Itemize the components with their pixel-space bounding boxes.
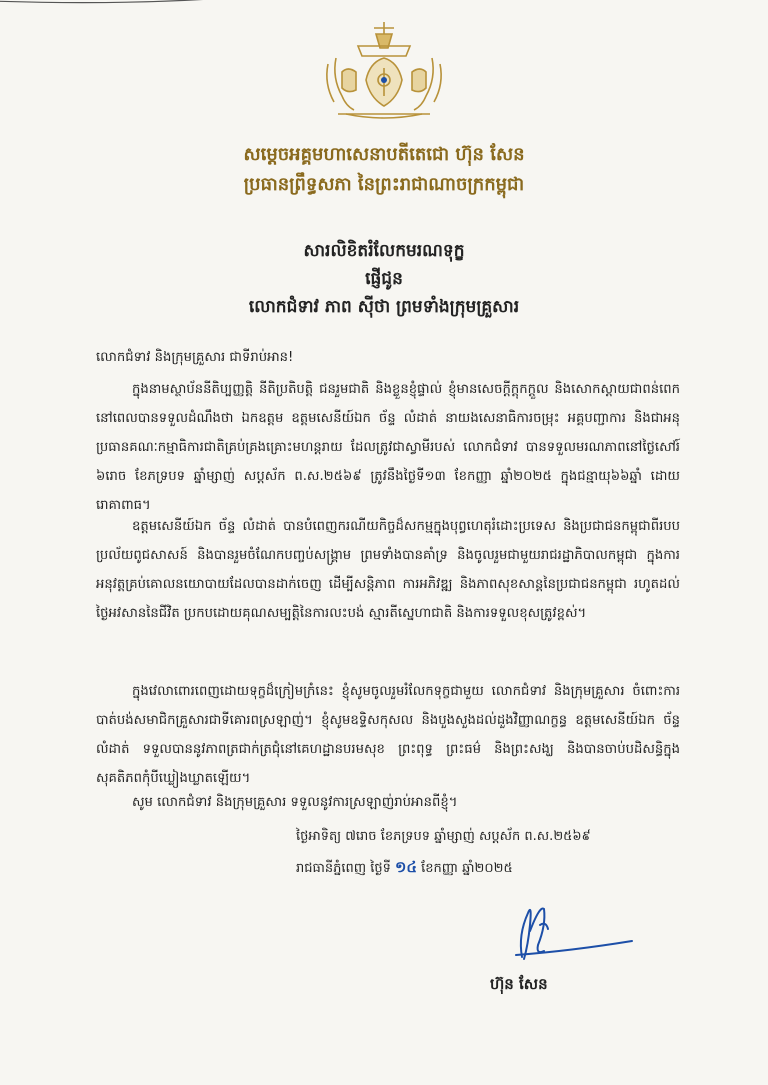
letter-subtitle: ផ្ញើជូន — [365, 269, 403, 289]
closing-line: សូម លោកជំទាវ និងក្រុមគ្រួសារ ទទួលនូវការស្រឡាញ់រាប់អានពីខ្ញុំ។ — [132, 795, 458, 810]
letter-recipient: លោកជំទាវ ភាព ស៊ីថា ព្រមទាំងក្រុមគ្រួសារ — [248, 297, 520, 317]
sender-title: ប្រធានព្រឹទ្ធសភា នៃព្រះរាជាណាចក្រកម្ពុជា — [243, 174, 525, 195]
sender-name: សម្ដេចអគ្គមហាសេនាបតីតេជោ ហ៊ុន សែន — [243, 144, 525, 165]
royal-coat-of-arms-icon — [318, 18, 450, 128]
page-edge-mark — [0, 0, 220, 9]
lunar-date: ថ្ងៃអាទិត្យ ៧រោច ខែភទ្របទ ឆ្នាំម្សាញ់ សប្ដស័ក ព.ស.២៥៦៩ — [296, 829, 591, 844]
letter-title: សារលិខិតរំលែកមរណទុក្ខ — [303, 241, 465, 261]
solar-date — [296, 858, 696, 880]
solar-date-prefix: រាជធានីភ្នំពេញ ថ្ងៃទី — [296, 861, 391, 876]
signer-name: ហ៊ុន សែន — [490, 975, 548, 993]
solar-date-day: ១៤ — [395, 858, 418, 876]
paragraph-1: ក្នុងនាមស្ថាប័ននីតិប្បញ្ញត្តិ នីតិប្រតិបត្តិ ជនរួមជាតិ និងខ្លួនខ្ញុំផ្ទាល់ ខ្ញុំមានសេចក្ដីក្ដុកក្ដួល និងសោកស្ដាយជាពន់ពេក នៅពេលបានទទួលដំណឹងថា ឯកឧត្តម ឧត្តមសេនីយ៍ឯក ច័ន្ទ លំដាត់ នាយងសេនាធិការចម្រុះ អគ្គបញ្ជាការ និងជាអនុប្រធានគណៈកម្មាធិការជាតិគ្រប់គ្រងគ្រោះមហន្តរាយ ដែលត្រូវជាស្វាមីរបស់ លោកជំទាវ បានទទួលមរណភាពនៅថ្ងៃសៅរ៍ ៦រោច ខែភទ្របទ ឆ្នាំម្សាញ់ សប្ដស័ក ព.ស.២៥៦៩ ត្រូវនឹងថ្ងៃទី១៣ ខែកញ្ញា ឆ្នាំ២០២៥ ក្នុងជន្មាយុ៦៦ឆ្នាំ ដោយរោគាពាធ។ — [96, 382, 680, 513]
salutation: លោកជំទាវ និងក្រុមគ្រួសារ ជាទីរាប់អាន! — [96, 350, 294, 365]
solar-date-suffix: ខែកញ្ញា ឆ្នាំ២០២៥ — [421, 861, 513, 876]
paragraph-3: ក្នុងវេលាពោរពេញដោយទុក្ខដ៏ក្រៀមក្រំនេះ ខ្ញុំសូមចូលរួមរំលែកទុក្ខជាមួយ លោកជំទាវ និងក្រុមគ្រួសារ ចំពោះការបាត់បង់សមាជិកគ្រួសារជាទីគោរពស្រឡាញ់។ ខ្ញុំសូមឧទ្ទិសកុសល និងបួងសួងដល់ដួងវិញ្ញាណក្ខន្ធ ឧត្តមសេនីយ៍ឯក ច័ន្ទ លំដាត់ ទទួលបាននូវភាពត្រជាក់ត្រជុំនៅគេហដ្ឋានបរមសុខ ព្រះពុទ្ធ ព្រះធម៌ និងព្រះសង្ឃ និងបានចាប់បដិសន្ធិក្នុងសុគតិភពកុំបីឃ្លៀងឃ្លាតឡើយ។ — [96, 684, 680, 786]
handwritten-signature-icon — [500, 895, 640, 965]
paragraph-2: ឧត្តមសេនីយ៍ឯក ច័ន្ទ លំដាត់ បានបំពេញករណីយកិច្ចដ៏សកម្មក្នុងបុព្វហេតុរំដោះប្រទេស និងប្រជាជនកម្ពុជាពីរបបប្រល័យពូជសាសន៍ និងបានរួមចំណែកបញ្ចប់សង្គ្រាម ព្រមទាំងបានគាំទ្រ និងចូលរួមជាមួយរាជរដ្ឋាភិបាលកម្ពុជា ក្នុងការអនុវត្តគ្រប់គោលនយោបាយដែលបានដាក់ចេញ ដើម្បីសន្តិភាព ការអភិវឌ្ឍ និងភាពសុខសាន្តនៃប្រជាជនកម្ពុជា រហូតដល់ថ្ងៃអវសាននៃជីវិត ប្រកបដោយគុណសម្បត្តិនៃការលះបង់ ស្មារតីស្នេហាជាតិ និងការទទួលខុសត្រូវខ្ពស់។ — [96, 519, 680, 621]
